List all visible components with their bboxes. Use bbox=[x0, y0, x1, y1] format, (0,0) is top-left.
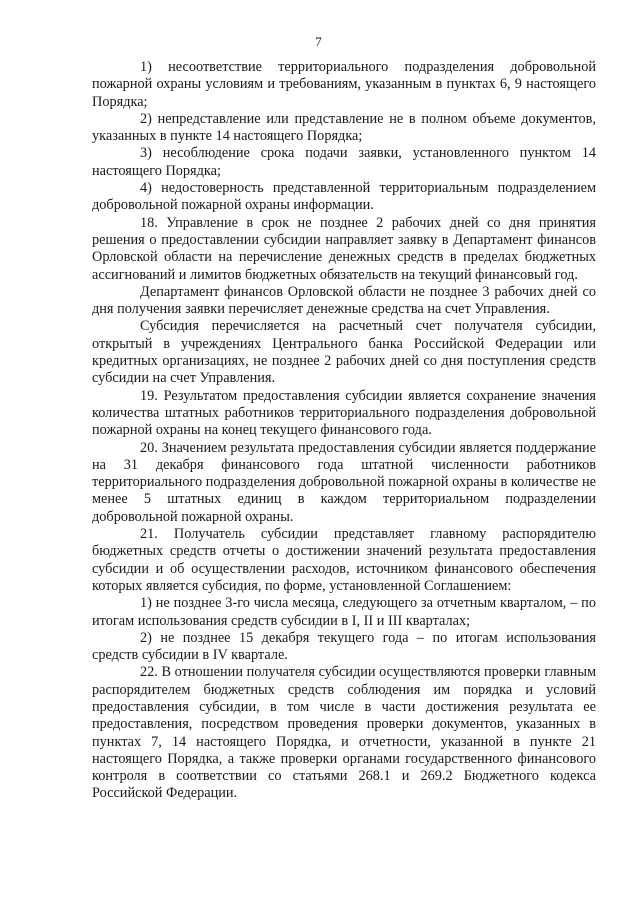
paragraph-item-3-deadline: 3) несоблюдение срока подачи заявки, установленного пунктом 14 настоящего Порядка; bbox=[92, 145, 596, 179]
paragraph-subsidy-transfer: Субсидия перечисляется на расчетный счет получателя субсидии, открытый в учреждениях Центрального банка Российской Федерации или кредитных организациях, не позднее 2 рабочих дней со дня поступления средств субсидии на счет Управления. bbox=[92, 318, 596, 387]
paragraph-clause-20: 20. Значением результата предоставления субсидии является поддержание на 31 декабря финансового года штатной численности работников территориального подразделения добровольной пожарной охраны в количестве не менее 5 штатных единиц в каждом территориальном подразделении добровольной пожарной охраны. bbox=[92, 439, 596, 525]
document-body bbox=[92, 59, 596, 803]
paragraph-clause-22: 22. В отношении получателя субсидии осуществляются проверки главным распорядителем бюджетных средств соблюдения им порядка и условий предоставления субсидии, в том числе в части достижения результата ее предоставления, посредством проведения проверки документов, указанных в пунктах 7, 14 настоящего Порядка, и отчетности, указанной в пункте 21 настоящего Порядка, а также проверки органами государственного финансового контроля в соответствии со статьями 268.1 и 269.2 Бюджетного кодекса Российской Федерации. bbox=[92, 664, 596, 802]
paragraph-clause-18: 18. Управление в срок не позднее 2 рабочих дней со дня принятия решения о предоставлении субсидии направляет заявку в Департамент финансов Орловской области на перечисление денежных средств в пределах бюджетных ассигнований и лимитов бюджетных обязательств на текущий финансовый год. bbox=[92, 214, 596, 283]
paragraph-clause-21: 21. Получатель субсидии представляет главному распорядителю бюджетных средств отчеты о достижении значений результата предоставления субсидии и об осуществлении расходов, источником финансового обеспечения которых является субсидия, по форме, установленной Соглашением: bbox=[92, 526, 596, 594]
paragraph-item-2-documents: 2) непредставление или представление не в полном объеме документов, указанных в пункте 14 настоящего Порядка; bbox=[92, 110, 596, 145]
paragraph-clause-19: 19. Результатом предоставления субсидии является сохранение значения количества штатных работников территориального подразделения добровольной пожарной охраны на конец текущего финансового года. bbox=[92, 387, 596, 439]
page-number: 7 bbox=[315, 34, 322, 49]
paragraph-clause-21-item-2: 2) не позднее 15 декабря текущего года – по итогам использования средств субсидии в IV квартале. bbox=[92, 629, 596, 664]
paragraph-item-1-nonconformity: 1) несоответствие территориального подразделения добровольной пожарной охраны условиям и требованиям, указанным в пунктах 6, 9 настоящего Порядка; bbox=[92, 59, 596, 110]
paragraph-clause-21-item-1: 1) не позднее 3-го числа месяца, следующего за отчетным кварталом, – по итогам использования средств субсидии в I, II и III кварталах; bbox=[92, 595, 596, 629]
paragraph-item-4-unreliability: 4) недостоверность представленной территориальным подразделением добровольной пожарной охраны информации. bbox=[92, 180, 596, 214]
paragraph-finance-department: Департамент финансов Орловской области не позднее 3 рабочих дней со дня получения заявки перечисляет денежные средства на счет Управления. bbox=[92, 283, 596, 318]
